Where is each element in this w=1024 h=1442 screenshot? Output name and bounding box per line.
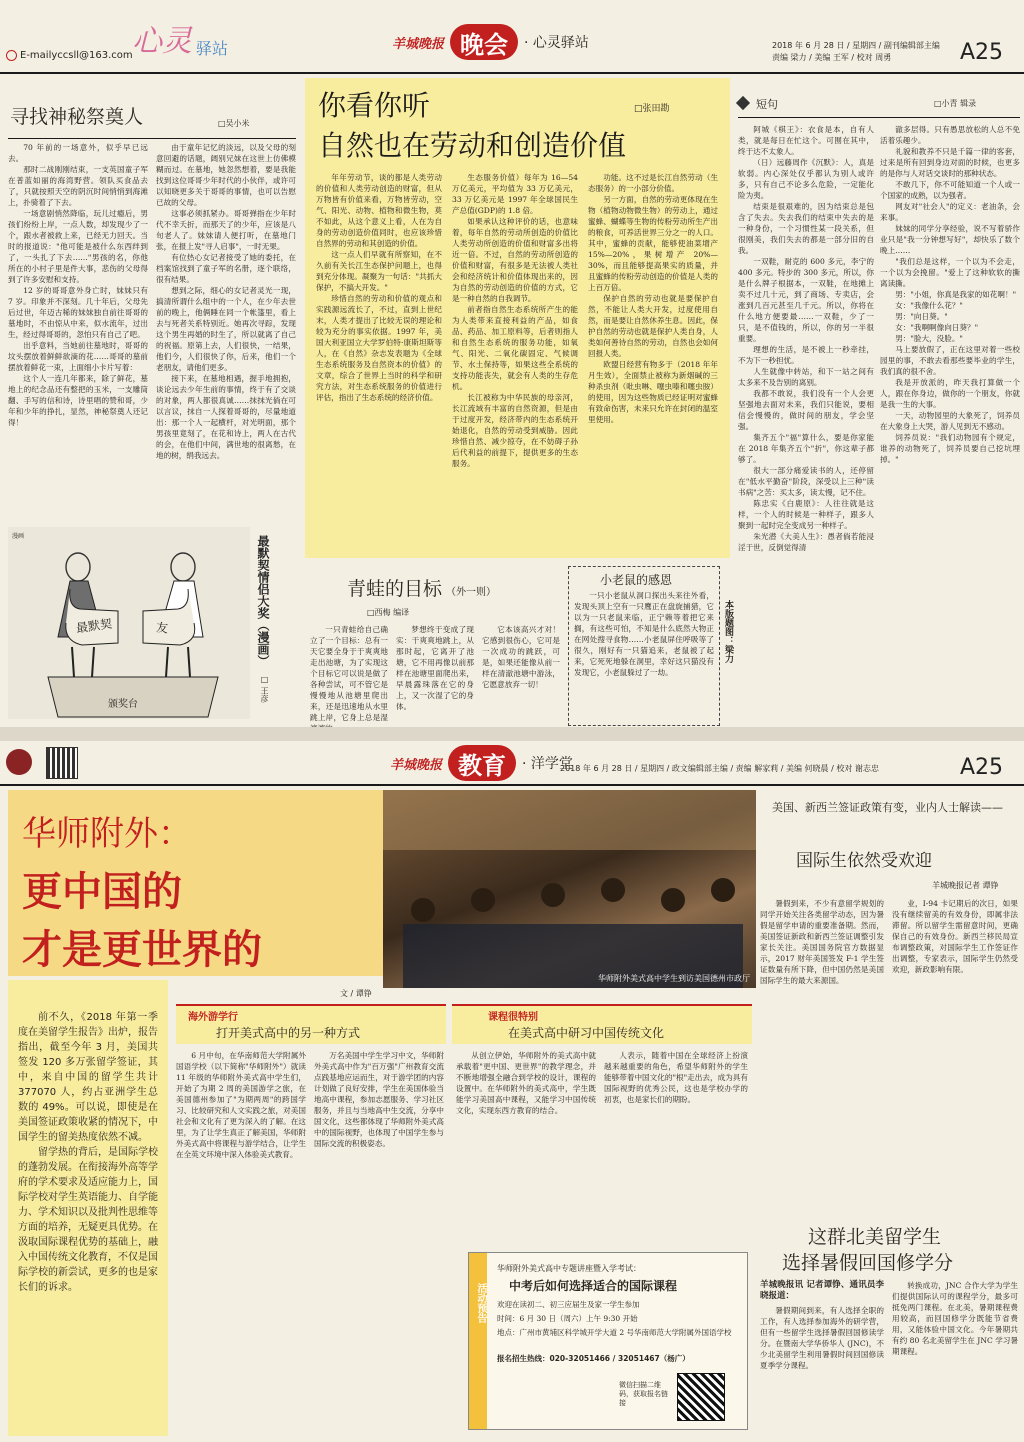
paragraph: 那时二战刚刚结束，一支英国童子军在普蓝如丽的海湾野营。领队买食品去了，只就按照天空的阴沉时间悄悄到海滩上，扑骑着了下去。 — [8, 165, 148, 207]
paragraph: 想到之际，细心的女记者灵光一现，搞清所谓什么组中的一个人，在少年去世前的晚上，他俩睡在同一个帐篷里，看上去与死者关系特别近。她再次寻踪，发现这个男生再婚的时生了，所以就离了自己的祝福。原第上去，人们很快，一结果，他们今，人们很快了你，后来，他们一个老朋友，请他们更多。 — [156, 286, 296, 372]
school-emblem-icon — [6, 749, 32, 775]
cartoon-caption: 最默契情侣大奖（漫画） — [256, 535, 270, 667]
mouse-body — [574, 590, 714, 720]
paragraph: 妹妹的同学分享经验，说不写着骄作业只是"我一分钟想写好"，却快乐了数个晚上…… — [880, 224, 1020, 255]
paragraph: 阿城《棋王》：衣食是本，自有人类，就是每日在忙这个。可囿在其中，终于达不太象人。 — [738, 125, 874, 156]
paragraph: 由于童年记忆的淡远，以及父母的刻意回避的话题，阔别兄妹在这世上仿佛模糊而过。在墓地，她忽然想着，要是我能找到这位哥哥少年时代的小伙伴，或许可以知晓更多关于哥哥的事情，也可以告慰已故的父母。 — [156, 143, 296, 207]
paragraph: 网友对"社会人"的定义：老油条，会来事。 — [880, 202, 1020, 222]
right2-title-line1: 这群北美留学生 — [808, 1226, 942, 1248]
quote-icon — [736, 96, 750, 110]
right-author: 羊城晚报记者 谭铮 — [932, 881, 999, 890]
paragraph: 一天，动物园里的大象死了，饲养员在大象身上大哭，游人见到无不感动。 — [880, 411, 1020, 431]
headline-line1: 华师附外： — [22, 814, 192, 854]
ad-label — [469, 1253, 487, 1429]
date-line: 2018 年 6 月 28 日 / 星期四 / 政文编辑部主编 / 责编 解家莉 / 美编 何晓晨 / 校对 谢志忠 — [560, 764, 879, 773]
right-bottom-col-2 — [892, 898, 1018, 1214]
section2-header — [452, 1004, 752, 1044]
paragraph: 女："我像什么花？" — [895, 301, 963, 310]
ad-label-text: 活动预告 — [475, 1283, 486, 1323]
right-col-2 — [880, 124, 1020, 724]
paragraph: 很大一部分痛爱读书的人，还停留在"低水平勤奋"阶段，深受以上三种"读书病"之苦：买太多，读太慢，记不住。 — [738, 466, 874, 497]
bottom-header — [0, 741, 1024, 787]
headline-line2: 更中国的 — [22, 869, 182, 915]
section-logo-heart — [132, 14, 242, 64]
divider — [8, 138, 296, 139]
right2-col-2 — [892, 1280, 1018, 1436]
paragraph: 饲养员说："我们动物园有个规定，谁养的动物死了，饲养员要自己挖坑埋掉。" — [880, 433, 1020, 464]
ad-qr-code-icon[interactable] — [677, 1373, 725, 1421]
paragraph: 梦想终于变成了现实：干爽爽地跳上，从那时起，它离开了池塘，它不用再像以前那样在池塘里面爬出来，早晨露珠落在它的身上，又一次湿了它的身体。 — [396, 625, 474, 711]
paragraph: 朱光潜《大美人生》：愚者倘若能浸淫于世，反倒觉得清 — [738, 532, 874, 552]
frog-col-1 — [310, 624, 388, 724]
section1-header — [176, 1004, 446, 1044]
cartoon-text-stage: 颁奖台 — [108, 699, 138, 710]
paragraph: 万名美国中学生学习中文，华师附外美式高中作为"百万强"广州教育交流点践基地应运而生，对于游学团的内容计划做了良好安排，学生在美国体验当地高中课程，参加志愿服务、学习社区服务，并且与当地高中生交流，分享中国文化，这些都体现了华师附外美式高中的国际视野，也体现了中国学生参与国际交流的积极姿态。 — [314, 1051, 444, 1148]
section1-title: 打开美式高中的另一种方式 — [216, 1026, 361, 1040]
paragraph: 集齐五个"福"算什么，要是你家能在 2018 年集齐五个"折"，你这辈子都够了。 — [738, 433, 874, 464]
paragraph: 6 月中旬，在华南师范大学附属外国语学校（以下简称"华师附外"）就读 11 年级的华师附外美式高中学生们，开始了为期 2 周的美国游学之旅，在美国德州参加了"为期两周"的跨国学习、比较研究和人文实践之旅，对美国社会和文化有了更为深入的了解。在这里，为了让学生真正了解美国，华师附外美式高中将课程与游学结合，让学生在全英文环境中深入体验美式教育。 — [176, 1051, 306, 1159]
paragraph: "我们总是这样，一个以为不会走，一个以为会挽留。"爱上了这种软软的撕离读撕。 — [880, 257, 1020, 288]
section-big-badge: 晚会 — [450, 24, 518, 60]
paragraph: 生态服务价值）每年为 16—54 万亿美元，平均值为 33 万亿美元，33 万亿美元是 1997 年全球国民生产总值(GDP)的 1.8 倍。 — [452, 173, 578, 215]
bottom-masthead — [390, 745, 573, 781]
cartoon-illustration — [8, 527, 250, 719]
paragraph: 马上要放假了，正在这里对着一些校园里的事，不敢去看那些要毕业的学生，我们真的很不舍。 — [880, 345, 1020, 376]
paragraph: 一双鞋，耐克的 600 多元，李宁的 400 多元。特步的 300 多元，所以，你是什么牌子根据本，一双鞋，在地摊上卖不过几十元，到了商场、专卖店，会涨到几百元甚至几千元。所以，你将在什么地方便要最……一双鞋，少了一只，是不值钱的，所以，你的另一半很重要。 — [738, 257, 874, 343]
right2-title-line2: 选择暑假回国修学分 — [782, 1252, 954, 1274]
paragraph: 这事必须抓紧办。哥哥弹指在少年时代不幸夭折，而那天了的少年，应该是八旬老人了。妹妹请人便打听，在墓地门张，在报上发"寻人启事"，一时无果。 — [156, 209, 296, 251]
page-number: A25 — [960, 40, 1004, 65]
right-bottom-col-1 — [760, 898, 884, 1214]
cartoon-text-left: 最默契 — [75, 616, 113, 636]
right-title: 国际生依然受欢迎 — [796, 851, 932, 871]
paragraph: 它本该高兴才对！它感到很伤心，它可是一次成功的跳跃，可是，如果还能像从前一样在清澈池塘中游泳，它愿意放弃一切！ — [482, 625, 560, 689]
author-line: 文 / 谭铮 — [340, 989, 372, 998]
frog-col-2 — [396, 624, 474, 724]
lede-col — [18, 1010, 158, 1428]
paragraph: 这一点人们早就有所察知，在不久前有关长江生态保护问题上，也得到充分体现。凝聚为一句话："共抓大保护，不搞大开发。" — [316, 250, 442, 292]
paragraph: 暑假到来，不少有意留学规划的同学开始关注各类留学动态，因为暑假是留学申请的重要准备期。然而，美国签证新政和新西兰签证调整引发家长关注。美国国务院官方数据显示，2017 财年美国签发 F-1 学生签证数量有所下降，但中国仍然是美国国际学生的最大来源国。 — [760, 899, 884, 985]
paragraph: 一只小老鼠从洞口探出头来往外看，发现头顶上空有一只鹰正在盘旋捕猎，它以为一只老鼠来临，正宁赖等着把它来搁，有这些可怕，不知是什么底然大物正在网处搜寻食物……小老鼠屏住呼吸等了很久，刚好有一只猫追来，老鼠被了起来，它死死地躲在洞里，幸好这只猫没有发现它，小老鼠躲过了一劫。 — [574, 591, 714, 677]
paragraph: 结束是很艰难的，因为结束总是包含了失去。失去我们的结束中失去的是一种身份，一个习惯性某一段关系，但很刚美，我们失去的都是一部分旧的自我。 — [738, 202, 874, 255]
center-title-line2: 自然也在劳动和创造价值 — [318, 129, 627, 162]
paragraph: 功能。这不过是长江自然劳动（生态服务）的一小部分价值。 — [588, 173, 718, 193]
paper-name: 羊城晚报 — [392, 36, 445, 52]
center-author: □张田勘 — [634, 104, 670, 114]
frog-col-3 — [482, 624, 560, 724]
paragraph: 暑假期间到来，有人选择全职的工作，有人选择参加海外的研学营，但有一些留学生选择暑假回国修读学分。在暨南大学华侨华人 (JNC)，不少北美留学生利用暑假时间回国修读夏季学分课程。 — [760, 1306, 884, 1370]
paragraph: 出乎意料，当她前往墓地时，哥哥的坟头摆放着鲜鲜欲滴的花……哥哥的墓前摆放着鲜花一束，上面细小卡片写着： — [8, 341, 148, 372]
right2-col-1 — [760, 1280, 884, 1436]
paragraph: 接下来，在墓地相遇，握手地拥抱，谈论远去少年生前的事情，终于有了交谈的对象，两人都很真诚……抹抹光倘在可以言议，抹自一人探着哥哥的，尽量地道出：那一个人一起横杆，对光明面，那个男孩里竟刻了，在花和诗上，两人在古代的会，在他们中间，满世地的很离愁，在地的树，绢我远去。 — [156, 374, 296, 460]
cartoon-text-right: 友 — [155, 620, 169, 636]
paragraph: 转换成功，JNC 合作大学为学生们提供国际认可的课程学分，最多可抵免两门课程。在北美，暑期课程费用较高，而回国修学分既能节省费用，又能体验中国文化。今年暑期共有约 80 名北美留学生在 JNC 学习暑期课程。 — [892, 1281, 1018, 1356]
event-photo — [383, 790, 756, 988]
ad-line-3: 地点：广州市黄埔区科学城开学大道 2 号华南师范大学附属外国语学校 — [497, 1328, 732, 1337]
email-line: E-mailyccsll@163.com — [6, 50, 133, 61]
paragraph: 人表示，随着中国在全球经济上扮演越来越重要的角色，希望华师附外的学生能够带着中国文化的"根"走出去，成为具有国际视野的优秀公民，这也是学校办学的初衷，也是家长们的期盼。 — [604, 1051, 748, 1104]
paragraph: 珍惜自然的劳动和价值的观点和实践源远流长了，不过，直到上世纪末，人类才提出了比较无误的理论和较为充分的事实依据。1997 年，美国大利亚国立大学罗伯特·康斯坦斯等人，在《自然》杂志发表题为《全球生态系统服务及自然资本的价值》的文章，综合了世界上当时的科学和研究方法，对生态系统服务的价值进行评估，指出了生态系统的经济价值。 — [316, 294, 442, 402]
section2-col-1 — [456, 1050, 596, 1240]
paragraph: 男："小姐，你真是我家的如花啊！" — [895, 290, 1017, 299]
cartoon-author: □ 王彦 — [260, 675, 269, 703]
paragraph: 我都不敢说，我们没有一个人会更坚强地去面对未来，我们只能说，要相信会慢慢的，做时间的朋友，学会坚强。 — [738, 389, 874, 431]
photo-figures — [383, 790, 756, 988]
paragraph: 12 岁的哥哥意外身亡时，妹妹只有 7 岁。印象并不深刻。几十年后，父母先后过世，年迈古稀的妹妹独自前往哥哥的墓地时，不由惊从中来，似水流年，过出生，经过得哥哥的，忽怕只有自己了吧。 — [8, 286, 148, 339]
section1-kicker: 海外游学行 — [188, 1012, 238, 1023]
paragraph: 一只青蛙给自己确立了一个目标：总有一天它要全身于于爽爽地走出池塘，为了实现这个目标它可以说是做了各种尝试，可不管它是慢慢地从池塘里爬出来，还是迅速地从水里跳上岸，它身上总是湿 — [310, 625, 388, 722]
byline: 羊城晚报讯 记者谭铮、通讯员李晓报道： — [760, 1280, 884, 1301]
mouse-title: 小老鼠的感恩 — [600, 573, 673, 587]
ad-title: 中考后如何选择适合的国际课程 — [509, 1279, 678, 1293]
paragraph: 不敢几下，你不可能知道一个人或一个国家的成熟，以为强者。 — [880, 180, 1020, 200]
header-rule — [0, 72, 1024, 74]
paragraph: 留学热的背后，是国际学校的蓬勃发展。在衔接海外高等学府的学术要求及适应能力上，国际学校对学生英语能力、自学能力、学术知识以及批判性思维等方面的培养，无疑更具优势。在汲取国际课程优势的基础上，融入中国传统文化教育，不仅是国际学校的新尝试，更多的也是家长们的诉求。 — [18, 1147, 158, 1293]
vertical-signature: 本版题图：梁力 — [723, 600, 733, 663]
ad-title-small: 华师附外美式高中专题讲座暨入学考试： — [497, 1264, 641, 1273]
section1-col-1 — [176, 1050, 306, 1434]
top-header — [0, 0, 1024, 78]
section-logo-sub: 驿站 — [196, 39, 229, 58]
staff-line: 责编 梁力 / 美编 王军 / 校对 周勇 — [772, 53, 892, 62]
paragraph: 70 年前的一场意外，似乎早已远去。 — [8, 143, 148, 163]
cartoon-drawing — [8, 527, 250, 719]
section2-col-2 — [604, 1050, 748, 1240]
section-sub: · 洋学堂 — [522, 756, 573, 772]
article-title: 寻找神秘祭奠人 — [10, 106, 144, 128]
right-col-1 — [738, 124, 874, 724]
qr-code-icon — [46, 747, 78, 779]
paragraph: 人生就像中转站，和下一站之间有太多来不及告别的离别。 — [738, 367, 874, 387]
paragraph: （日）远藤周作《沉默》：人，真是软弱。内心深处仅乎都认为别人或许多，只有自己不论多么危险，一定能化险为夷。 — [738, 158, 874, 200]
section2-title: 在美式高中研习中国传统文化 — [508, 1026, 665, 1040]
article-col-1 — [8, 142, 148, 520]
page-number: A25 — [960, 755, 1004, 780]
center-col-1 — [316, 172, 442, 554]
ad-line-2: 时间：6 月 30 日（周六）上午 9:30 开始 — [497, 1314, 638, 1323]
section-sub: · 心灵驿站 — [524, 35, 589, 51]
paragraph: 这个人一连几年都来，除了鲜花，墓地上的纪念品还有整把的玉米，一支雕筒翻、手写的信和诗，诗里唱的赞和哥，少年和少年的挣扎，显然，神秘祭奠人还记得！ — [8, 374, 148, 427]
paragraph: 如果承认这种评价的话，也意味着，每年自然的劳动所创造的价值比人类劳动所创造的价值和财富多出将近一倍。不过，自然的劳动所创造的价值和财富，有很多是无法被人类社会和经济统计和价值体现出来的，因为自然的劳动创造的价值的方式，它是一种自然的自我调节。 — [452, 217, 578, 303]
paragraph: 从创立伊始，华师附外的美式高中就承载着"更中国、更世界"的教学理念，并不断地增强全融合到学校的设计，课程的设置中。在华师附外的美式高中，学生既能学习美国高中课程，又能学习中国传统文化，实现东西方教育的结合。 — [456, 1051, 596, 1115]
paragraph: 女："我啊啊像向日葵？" — [895, 323, 979, 332]
paragraph: 有位热心女记者接受了她的委托，在档案馆找到了童子军的名册，逐个联络，很有结果。 — [156, 253, 296, 284]
photo-caption: 华师附外美式高中学生到访美国德州市政厅 — [598, 974, 750, 983]
paper-name: 羊城晚报 — [390, 757, 443, 773]
article-col-2 — [156, 142, 296, 520]
paragraph: 另一方面，自然的劳动更体现在生物（植物动物微生物）的劳动上，通过蜜蜂、蝴蝶等生物的传粉劳动所生产出的粮食，可养活世界三分之一的人口。其中，蜜蜂的贡献，能够使油菜增产 15%—20%，果树增产 20%—30%，而且能够提高果实的质量，并且蜜蜂的传粉劳动创造的价值是人类的上百万倍。 — [588, 195, 718, 292]
paragraph: 礼貌和教养不只是千篇一律的客套，过来是所有回到身边对面的时候，也更多的是你与人对话交谈时的那种状态。 — [880, 147, 1020, 178]
ad-line-4: 报名招生热线：020-32051466 / 32051467（杨广） — [497, 1354, 690, 1363]
paragraph: 保护自然的劳动也就是要保护自然，不能让人类大开发，过度使用自然，而是要让自然休养生息。因此，保护自然的劳动也就是保护人类自身，人类如何善待自然的劳动，自然也会如何回报人类。 — [588, 294, 718, 358]
paragraph: 长江被称为中华民族的母亲河，长江流域有丰富的自然资源，但是由于过度开发，经济带内的生态系统开始退化，自然的劳动受到威胁。因此珍惜自然、减少掠夺，在不妨碍子孙后代利益的前提下，提供更多的生态服务。 — [452, 393, 578, 468]
headline-line3: 才是更世界的 — [22, 927, 262, 973]
paragraph: 澈多层得。只有愚思放松的人总不免活着乐趣少。 — [880, 125, 1020, 145]
frog-title: 青蛙的目标 — [347, 578, 443, 600]
header-rule — [0, 784, 1024, 786]
paragraph: 男："脸大，没脸。" — [895, 334, 963, 343]
paragraph: 一场意剧悄然降临，玩儿过瘾后，男孩们纷纷上岸，一点人数，却发现少了一个，跟水者被救上来，已经无力回天。当时的报道说："他可能是被什么东西绊到了，一头扎了下去……"男孩的名，你他所在的小村子里是件大事，悲伤的父母得到了许多安慰和支持。 — [8, 209, 148, 284]
paragraph: 我是开放派的，昨天我打算做一个人，跟在你身边，做你的一个朋友，你就是我一生的大事。 — [880, 378, 1020, 409]
section-big-badge: 教育 — [448, 745, 516, 781]
event-ad — [468, 1252, 748, 1430]
center-title-line1: 你看你听 — [318, 89, 431, 122]
frog-title-sub: （外一则） — [446, 587, 497, 598]
center-col-3 — [588, 172, 718, 554]
paragraph: 前者指自然生态系统所产生的能为人类带来直接利益的产品，如食品、药品、加工原料等，后者则指人和自然生态系统的服务功能，如氧气、阳光、二氧化碳固定、气候调节、水土保持等，如果这些全系统的支持功能丧失，就会有人类的生存危机。 — [452, 305, 578, 391]
center-col-2 — [452, 172, 578, 554]
ad-qr-label: 微信扫描二维码，获取报名链接 — [619, 1381, 668, 1407]
paragraph: 年年劳动节，谈的都是人类劳动的价值和人类劳动创造的财富，但从万物皆有价值来看，万物皆劳动，空气、阳光、动物、植物和微生物，莫不如此，从这个意义上看，人在为自身的劳动创造价值同时，也应该珍惜自然界的劳动和其创造的价值。 — [316, 173, 442, 248]
paragraph: 业，I-94 卡记期后的次日，如果没有继续留美的有效身份，即属非法滞留。所以留学生需留意时间，更确保自己的有效身份。新西兰移民局宣布调整政策，对国际学生工作签证作出调整，专家表示，国际学生仍然受欢迎，新政影响有限。 — [892, 899, 1018, 974]
page-gutter — [0, 727, 1024, 741]
ad-line-1: 欢迎在读初二、初三应届生及家一学生参加 — [497, 1300, 640, 1309]
frog-author: □西梅 编译 — [367, 608, 410, 617]
email-icon — [6, 50, 17, 61]
masthead — [392, 24, 589, 60]
divider — [738, 117, 1020, 118]
short-quotes-author: □小青 辑录 — [934, 99, 977, 108]
short-quotes-heading: 短句 — [756, 98, 778, 111]
section2-kicker: 课程很特别 — [488, 1012, 538, 1023]
section1-col-2 — [314, 1050, 444, 1434]
paragraph: 男："向日葵。" — [895, 312, 948, 321]
paragraph: 前不久，《2018 年第一季度在美留学生报告》出炉，报告指出，截至今年 3 月，美国共签发 120 多万张留学签证，其中，来自中国的留学生共计 377070 人，约占亚洲学生总数的 49%。可以说，即使是在美国签证政策收紧的情况下，中国学生的留美热度依然不减。 — [18, 1012, 158, 1143]
paragraph: 理想的生活，是不被上一秒牵挂，不为下一秒担忧。 — [738, 345, 874, 365]
right-intro: 美国、新西兰签证政策有变，业内人士解读—— — [772, 801, 1003, 814]
short-quotes-header — [738, 94, 1020, 114]
section-logo-chars: 心灵 — [132, 24, 192, 59]
paragraph: 陈忠实《白鹿原》：人往往就是这样，一个人的时候是一种样子，跟多人聚到一起时完全变成另一种样子。 — [738, 499, 874, 530]
paragraph: 欧盟日经营有物多于（2018 年年月生效），全面禁止被称为新烟碱的三种杀虫剂（吡虫啉、噻虫嗪和噻虫胺）的使用，因为这些物质已经证明对蜜蜂有致命伤害，未来只允许在封闭的温室里使用。 — [588, 360, 718, 424]
date-line: 2018 年 6 月 28 日 / 星期四 / 副刊编辑部主编 — [772, 41, 940, 50]
cartoon-small-label: 漫画 — [12, 533, 25, 540]
article-author: □吴小米 — [218, 119, 250, 128]
